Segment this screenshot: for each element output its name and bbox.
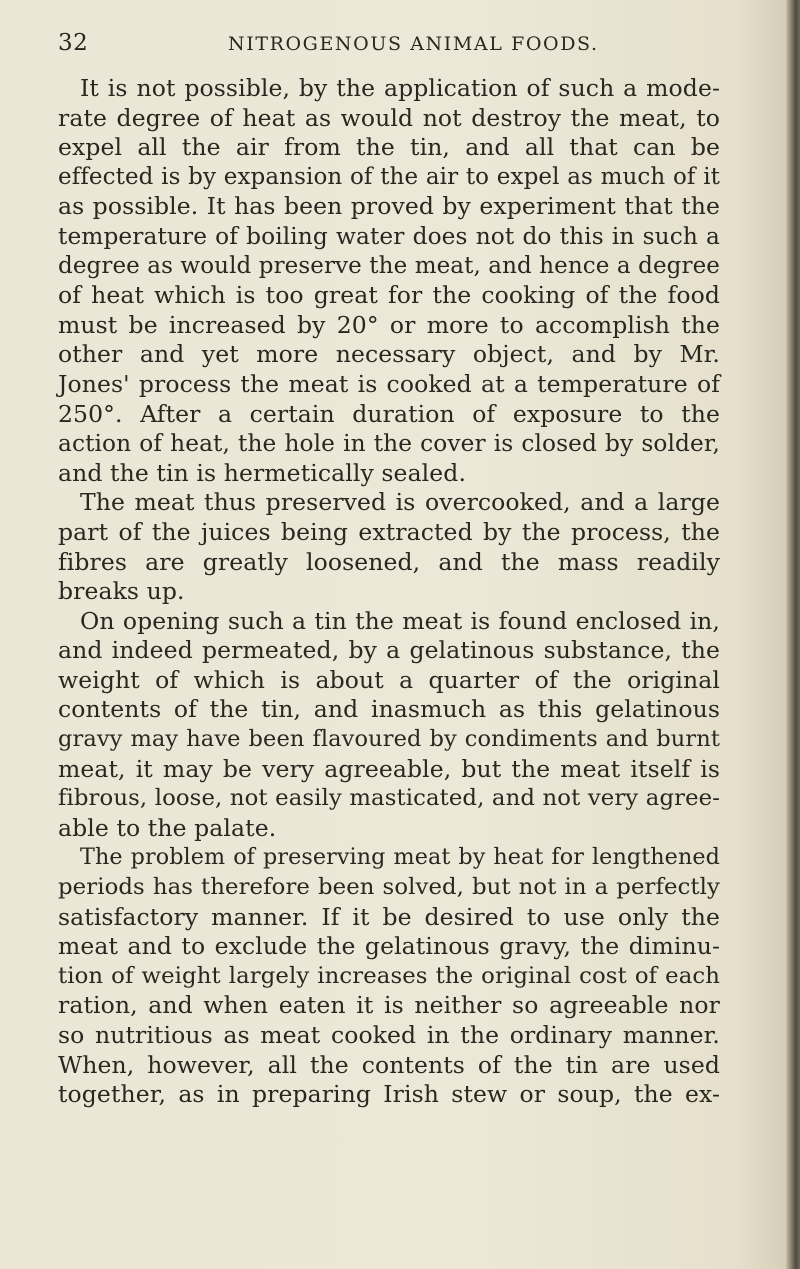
text-line: together, as in preparing Irish stew or soup, the ex- <box>58 1080 720 1109</box>
text-line: meat and to exclude the gelatinous gravy, the diminu- <box>58 932 720 961</box>
text-line: It is not possible, by the application of such a mode- <box>80 74 720 102</box>
text-line: and the tin is hermetically sealed. <box>58 458 467 487</box>
text-line: tion of weight largely increases the original cost of each <box>58 962 720 989</box>
text-line: action of heat, the hole in the cover is closed by solder, <box>58 430 720 458</box>
text-line: as possible. It has been proved by experiment that the <box>58 192 720 221</box>
text-line: expel all the air from the tin, and all that can be <box>58 133 720 162</box>
text-line: fibrous, loose, not easily masticated, and not very agree- <box>58 785 720 812</box>
text-line: weight of which is about a quarter of the original <box>58 665 720 694</box>
text-line: On opening such a tin the meat is found enclosed in, <box>80 606 720 635</box>
text-line: effected is by expansion of the air to expel as much of it <box>58 163 720 190</box>
text-line: The problem of preserving meat by heat for lengthened <box>80 844 720 871</box>
text-line: rate degree of heat as would not destroy the meat, to <box>58 103 720 132</box>
text-line: breaks up. <box>58 577 185 606</box>
running-title: NITROGENOUS ANIMAL FOODS. <box>228 33 599 55</box>
text-line: contents of the tin, and inasmuch as this gelatinous <box>58 695 720 724</box>
text-line: part of the juices being extracted by the process, the <box>58 517 720 546</box>
text-line: of heat which is too great for the cooking of the food <box>58 281 720 310</box>
page-edge-shadow <box>786 0 800 1269</box>
text-line: ration, and when eaten it is neither so agreeable nor <box>58 991 720 1020</box>
text-line: and indeed permeated, by a gelatinous substance, the <box>58 636 720 665</box>
page-number: 32 <box>58 30 89 56</box>
text-line: When, however, all the contents of the tin are used <box>58 1050 720 1079</box>
text-line: gravy may have been flavoured by condiments and burnt <box>58 726 720 753</box>
body-text <box>58 74 720 1110</box>
text-line: meat, it may be very agreeable, but the meat itself is <box>58 754 720 783</box>
text-line: The meat thus preserved is overcooked, and a large <box>80 488 720 517</box>
text-line: 250°. After a certain duration of exposure to the <box>58 399 720 428</box>
text-line: satisfactory manner. If it be desired to use only the <box>58 902 720 931</box>
page-header <box>58 30 718 62</box>
text-line: temperature of boiling water does not do this in such a <box>58 222 720 250</box>
text-line: so nutritious as meat cooked in the ordinary manner. <box>58 1021 720 1049</box>
text-line: degree as would preserve the meat, and hence a degree <box>58 252 720 279</box>
text-line: other and yet more necessary object, and by Mr. <box>58 340 720 369</box>
text-line: fibres are greatly loosened, and the mass readily <box>58 547 720 576</box>
text-line: must be increased by 20° or more to accomplish the <box>58 310 720 339</box>
text-line: periods has therefore been solved, but not in a perfectly <box>58 874 720 901</box>
text-line: Jones' process the meat is cooked at a temperature of <box>58 369 720 398</box>
text-line: able to the palate. <box>58 813 277 842</box>
